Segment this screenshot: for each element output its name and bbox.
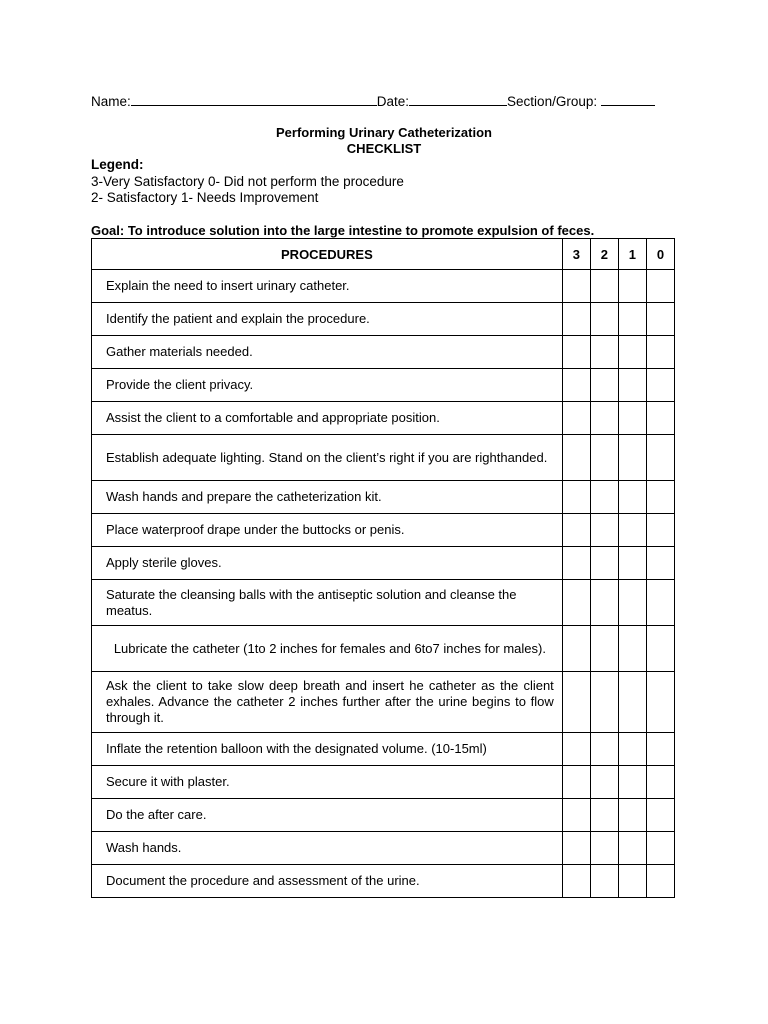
- table-row: [92, 481, 675, 514]
- score-cell[interactable]: [590, 672, 618, 733]
- score-cell[interactable]: [646, 580, 674, 626]
- table-row: [92, 270, 675, 303]
- procedure-step: Gather materials needed.: [92, 336, 563, 369]
- score-cell[interactable]: [590, 580, 618, 626]
- score-cell[interactable]: [562, 766, 590, 799]
- table-row: [92, 514, 675, 547]
- score-cell[interactable]: [618, 481, 646, 514]
- procedure-step: Saturate the cleansing balls with the antiseptic solution and cleanse the meatus.: [92, 580, 563, 626]
- procedure-step: Document the procedure and assessment of the urine.: [92, 865, 563, 898]
- score-cell[interactable]: [646, 514, 674, 547]
- legend-line: 3-Very Satisfactory 0- Did not perform the procedure: [91, 173, 404, 189]
- score-cell[interactable]: [562, 270, 590, 303]
- document-subtitle: CHECKLIST: [346, 141, 422, 156]
- score-cell[interactable]: [562, 580, 590, 626]
- legend-line: 2- Satisfactory 1- Needs Improvement: [91, 190, 319, 205]
- score-cell[interactable]: [646, 626, 674, 672]
- procedure-step: Apply sterile gloves.: [92, 547, 563, 580]
- score-cell[interactable]: [562, 547, 590, 580]
- score-cell[interactable]: [590, 481, 618, 514]
- table-row: [92, 626, 675, 672]
- table-header-row: [92, 239, 675, 270]
- table-row: [92, 580, 675, 626]
- column-header-score: 2: [590, 239, 618, 270]
- score-cell[interactable]: [646, 865, 674, 898]
- score-cell[interactable]: [590, 435, 618, 481]
- score-cell[interactable]: [618, 402, 646, 435]
- table-row: [92, 547, 675, 580]
- score-cell[interactable]: [590, 270, 618, 303]
- score-cell[interactable]: [646, 336, 674, 369]
- name-label: Name:: [91, 94, 131, 109]
- score-cell[interactable]: [562, 626, 590, 672]
- score-cell[interactable]: [646, 303, 674, 336]
- table-row: [92, 832, 675, 865]
- date-blank: [409, 92, 507, 106]
- procedure-step: Assist the client to a comfortable and appropriate position.: [92, 402, 563, 435]
- score-cell[interactable]: [618, 547, 646, 580]
- column-header-score: 0: [646, 239, 674, 270]
- legend-heading: Legend:: [91, 157, 144, 172]
- score-cell[interactable]: [618, 270, 646, 303]
- procedure-step: Identify the patient and explain the procedure.: [92, 303, 563, 336]
- table-row: [92, 865, 675, 898]
- score-cell[interactable]: [646, 270, 674, 303]
- table-row: [92, 303, 675, 336]
- procedure-step: Lubricate the catheter (1to 2 inches for females and 6to7 inches for males).: [92, 626, 563, 672]
- score-cell[interactable]: [590, 514, 618, 547]
- procedure-step: Inflate the retention balloon with the designated volume. (10-15ml): [92, 733, 563, 766]
- score-cell[interactable]: [646, 369, 674, 402]
- score-cell[interactable]: [646, 547, 674, 580]
- section-label: Section/Group:: [507, 94, 598, 109]
- score-cell[interactable]: [618, 766, 646, 799]
- procedure-step: Secure it with plaster.: [92, 766, 563, 799]
- procedure-step: Ask the client to take slow deep breath and insert he catheter as the client exhales. Advance the catheter 2 inches further after the urine begins to flow through it.: [92, 672, 563, 733]
- column-header-procedures: PROCEDURES: [92, 239, 563, 270]
- score-cell[interactable]: [618, 799, 646, 832]
- score-cell[interactable]: [646, 766, 674, 799]
- name-blank: [131, 92, 377, 106]
- score-cell[interactable]: [562, 303, 590, 336]
- score-cell[interactable]: [590, 369, 618, 402]
- score-cell[interactable]: [562, 672, 590, 733]
- procedure-step: Do the after care.: [92, 799, 563, 832]
- table-row: [92, 766, 675, 799]
- document-title: Performing Urinary Catheterization: [276, 125, 492, 140]
- table-row: [92, 336, 675, 369]
- date-label: Date:: [376, 94, 410, 109]
- table-row: [92, 402, 675, 435]
- score-cell[interactable]: [646, 799, 674, 832]
- column-header-score: 3: [562, 239, 590, 270]
- score-cell[interactable]: [562, 514, 590, 547]
- checklist-table: [91, 238, 675, 898]
- score-cell[interactable]: [562, 865, 590, 898]
- score-cell[interactable]: [618, 626, 646, 672]
- table-row: [92, 435, 675, 481]
- score-cell[interactable]: [646, 672, 674, 733]
- score-cell[interactable]: [562, 832, 590, 865]
- score-cell[interactable]: [646, 402, 674, 435]
- score-cell[interactable]: [590, 865, 618, 898]
- procedure-step: Wash hands.: [92, 832, 563, 865]
- score-cell[interactable]: [618, 672, 646, 733]
- score-cell[interactable]: [618, 336, 646, 369]
- table-row: [92, 672, 675, 733]
- score-cell[interactable]: [618, 865, 646, 898]
- score-cell[interactable]: [618, 514, 646, 547]
- score-cell[interactable]: [618, 580, 646, 626]
- score-cell[interactable]: [562, 402, 590, 435]
- score-cell[interactable]: [618, 303, 646, 336]
- procedure-step: Provide the client privacy.: [92, 369, 563, 402]
- score-cell[interactable]: [590, 336, 618, 369]
- score-cell[interactable]: [562, 733, 590, 766]
- procedure-step: Explain the need to insert urinary catheter.: [92, 270, 563, 303]
- procedure-step: Establish adequate lighting. Stand on the client’s right if you are righthanded.: [92, 435, 563, 481]
- score-cell[interactable]: [618, 369, 646, 402]
- score-cell[interactable]: [646, 435, 674, 481]
- procedure-step: Place waterproof drape under the buttocks or penis.: [92, 514, 563, 547]
- score-cell[interactable]: [590, 799, 618, 832]
- score-cell[interactable]: [590, 303, 618, 336]
- score-cell[interactable]: [562, 435, 590, 481]
- goal-statement: Goal: To introduce solution into the large intestine to promote expulsion of feces.: [91, 223, 595, 238]
- score-cell[interactable]: [646, 832, 674, 865]
- score-cell[interactable]: [646, 733, 674, 766]
- score-cell[interactable]: [590, 832, 618, 865]
- score-cell[interactable]: [618, 733, 646, 766]
- table-row: [92, 733, 675, 766]
- score-cell[interactable]: [590, 766, 618, 799]
- table-row: [92, 799, 675, 832]
- procedure-step: Wash hands and prepare the catheterization kit.: [92, 481, 563, 514]
- section-blank: [601, 92, 655, 106]
- column-header-score: 1: [618, 239, 646, 270]
- score-cell[interactable]: [618, 435, 646, 481]
- score-cell[interactable]: [646, 481, 674, 514]
- score-cell[interactable]: [562, 481, 590, 514]
- header-fields: [91, 92, 655, 109]
- score-cell[interactable]: [562, 369, 590, 402]
- score-cell[interactable]: [562, 336, 590, 369]
- score-cell[interactable]: [562, 799, 590, 832]
- score-cell[interactable]: [590, 626, 618, 672]
- score-cell[interactable]: [618, 832, 646, 865]
- legend: [91, 157, 404, 207]
- table-row: [92, 369, 675, 402]
- score-cell[interactable]: [590, 402, 618, 435]
- score-cell[interactable]: [590, 733, 618, 766]
- score-cell[interactable]: [590, 547, 618, 580]
